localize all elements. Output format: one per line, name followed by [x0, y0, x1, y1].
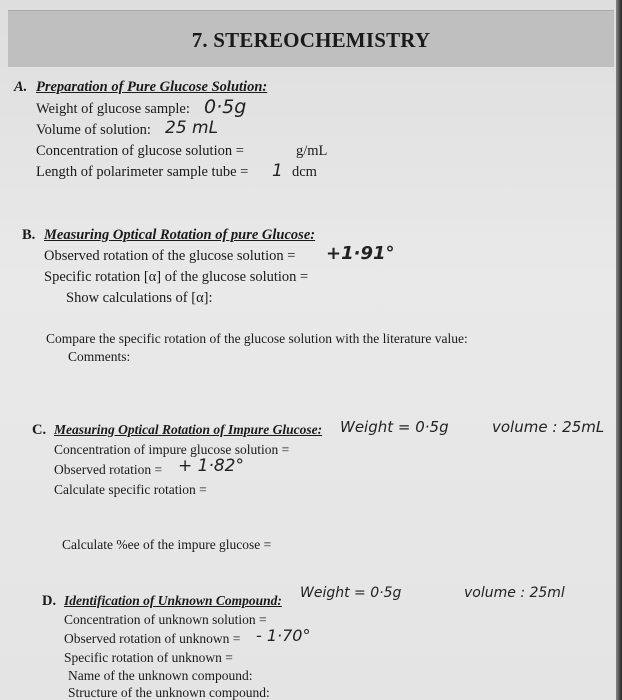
unknown-observed-value-handwritten: - 1·70° — [256, 626, 311, 645]
observed-rotation-label: Observed rotation of the glucose solution = — [44, 248, 296, 264]
concentration-label: Concentration of glucose solution = — [36, 143, 244, 159]
section-d-weight-handwritten: Weight = 0·5g — [300, 585, 402, 601]
tube-length-label: Length of polarimeter sample tube = — [36, 164, 249, 180]
unknown-name-label: Name of the unknown compound: — [68, 668, 253, 683]
section-b-heading: Measuring Optical Rotation of pure Glucose: — [44, 227, 316, 243]
compare-label: Compare the specific rotation of the glucose solution with the literature value: — [46, 331, 468, 346]
volume-label: Volume of solution: — [36, 122, 151, 138]
observed-rotation-value-handwritten: +1·91° — [326, 243, 395, 264]
comments-label: Comments: — [68, 349, 131, 364]
weight-label: Weight of glucose sample: — [36, 101, 190, 117]
unknown-structure-label: Structure of the unknown compound: — [68, 685, 270, 700]
show-calculations-label: Show calculations of [α]: — [66, 290, 213, 306]
section-b-letter: B. — [22, 227, 36, 243]
unknown-concentration-label: Concentration of unknown solution = — [64, 612, 267, 627]
tube-length-unit: dcm — [292, 164, 317, 180]
section-d-letter: D. — [42, 593, 57, 609]
section-a-heading: Preparation of Pure Glucose Solution: — [36, 79, 268, 95]
section-c-weight-handwritten: Weight = 0·5g — [340, 418, 449, 436]
ee-label: Calculate %ee of the impure glucose = — [62, 537, 272, 552]
volume-value-handwritten: 25 mL — [165, 118, 219, 138]
tube-length-value-handwritten: 1 — [272, 161, 283, 181]
section-a-letter: A. — [14, 79, 28, 95]
concentration-unit: g/mL — [296, 143, 328, 159]
specific-rotation-label: Specific rotation [α] of the glucose solution = — [44, 269, 309, 285]
weight-value-handwritten: 0·5g — [204, 96, 247, 118]
section-d-volume-handwritten: volume : 25ml — [464, 585, 565, 601]
impure-observed-value-handwritten: + 1·82° — [178, 456, 244, 476]
page-title: 7. STEREOCHEMISTRY — [191, 28, 431, 52]
impure-specific-rotation-label: Calculate specific rotation = — [54, 482, 207, 497]
impure-observed-label: Observed rotation = — [54, 462, 163, 477]
page-edge-shadow — [616, 0, 622, 700]
impure-concentration-label: Concentration of impure glucose solution = — [54, 442, 290, 457]
unknown-observed-label: Observed rotation of unknown = — [64, 631, 241, 646]
section-c-heading: Measuring Optical Rotation of Impure Glucose: — [54, 422, 323, 437]
unknown-specific-rotation-label: Specific rotation of unknown = — [64, 650, 233, 665]
section-c-volume-handwritten: volume : 25mL — [492, 418, 605, 436]
section-c-letter: C. — [32, 422, 47, 438]
section-d-heading: Identification of Unknown Compound: — [64, 593, 282, 608]
